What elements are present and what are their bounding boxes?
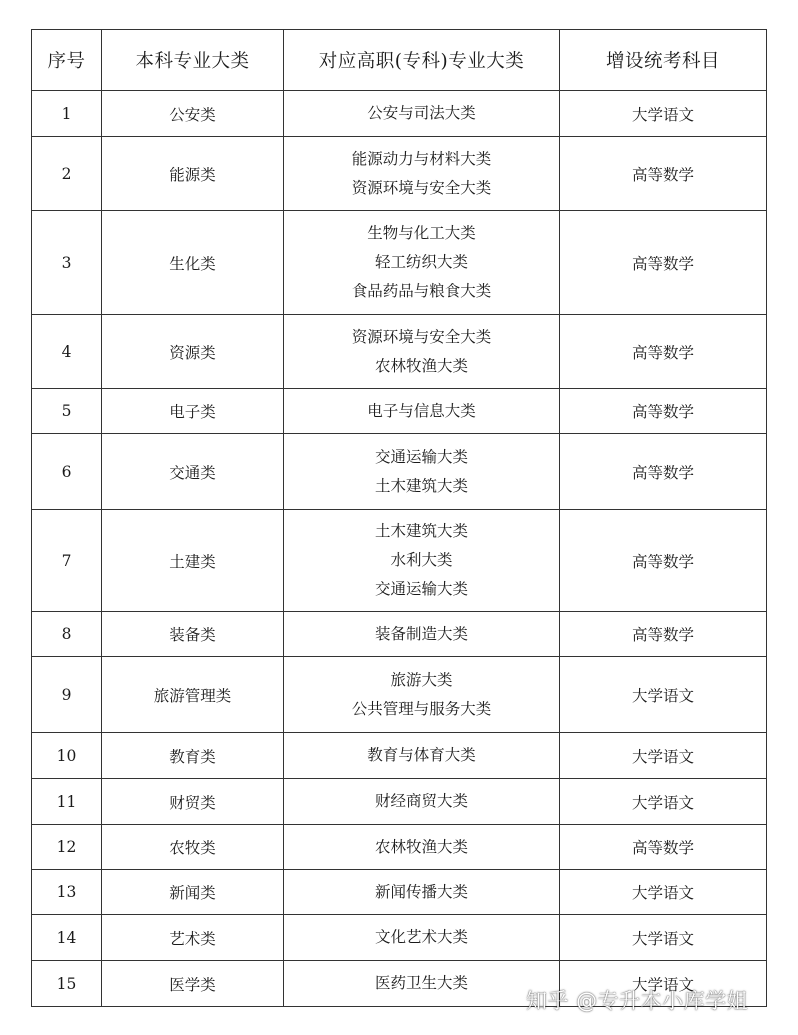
cell-major: 交通类 <box>102 434 284 510</box>
vocational-item: 农林牧渔大类 <box>374 356 468 375</box>
cell-major: 生化类 <box>102 211 284 315</box>
header-row <box>32 30 767 91</box>
table-row <box>32 434 767 510</box>
cell-subject: 大学语文 <box>560 657 767 733</box>
cell-vocational <box>284 961 560 1007</box>
cell-subject: 大学语文 <box>560 870 767 915</box>
table-row <box>32 612 767 657</box>
watermark: 知乎 @专升本小库学姐 <box>526 989 749 1013</box>
cell-major: 电子类 <box>102 389 284 434</box>
cell-no: 4 <box>32 315 102 389</box>
table-row <box>32 510 767 612</box>
header-major: 本科专业大类 <box>102 30 284 91</box>
cell-no: 5 <box>32 389 102 434</box>
cell-vocational <box>284 779 560 825</box>
table-row <box>32 870 767 915</box>
header-no: 序号 <box>32 30 102 91</box>
vocational-item: 旅游大类 <box>390 670 453 689</box>
vocational-item: 交通运输大类 <box>374 580 468 598</box>
cell-subject: 大学语文 <box>560 915 767 961</box>
cell-subject: 高等数学 <box>560 315 767 389</box>
cell-subject: 大学语文 <box>560 779 767 825</box>
cell-no: 11 <box>32 779 102 825</box>
cell-subject: 高等数学 <box>560 510 767 612</box>
vocational-item: 生物与化工大类 <box>367 224 476 242</box>
cell-major: 新闻类 <box>102 870 284 915</box>
cell-subject: 大学语文 <box>560 961 767 1007</box>
table-row <box>32 389 767 434</box>
table-body <box>32 91 767 1007</box>
cell-major: 教育类 <box>102 733 284 779</box>
cell-major: 农牧类 <box>102 825 284 870</box>
vocational-item: 医药卫生大类 <box>374 974 468 992</box>
table-row <box>32 915 767 961</box>
cell-vocational <box>284 510 560 612</box>
cell-subject: 大学语文 <box>560 733 767 779</box>
cell-major: 资源类 <box>102 315 284 389</box>
vocational-item: 交通运输大类 <box>374 447 468 466</box>
vocational-item: 文化艺术大类 <box>374 928 468 946</box>
cell-no: 9 <box>32 657 102 733</box>
cell-no: 6 <box>32 434 102 510</box>
cell-subject: 高等数学 <box>560 389 767 434</box>
cell-major: 装备类 <box>102 612 284 657</box>
cell-no: 7 <box>32 510 102 612</box>
cell-vocational <box>284 612 560 657</box>
cell-no: 14 <box>32 915 102 961</box>
cell-major: 土建类 <box>102 510 284 612</box>
cell-major: 医学类 <box>102 961 284 1007</box>
vocational-item: 资源环境与安全大类 <box>351 327 492 346</box>
cell-subject: 高等数学 <box>560 211 767 315</box>
cell-vocational <box>284 315 560 389</box>
cell-no: 10 <box>32 733 102 779</box>
vocational-item: 土木建筑大类 <box>374 522 468 540</box>
vocational-item: 装备制造大类 <box>374 624 468 643</box>
header-subject: 增设统考科目 <box>560 30 767 91</box>
vocational-item: 食品药品与粮食大类 <box>351 282 492 300</box>
cell-vocational <box>284 434 560 510</box>
cell-vocational <box>284 389 560 434</box>
cell-no: 2 <box>32 137 102 211</box>
vocational-item: 水利大类 <box>390 551 453 569</box>
cell-major: 艺术类 <box>102 915 284 961</box>
table-row <box>32 825 767 870</box>
exam-subject-table <box>31 29 767 1007</box>
cell-subject: 大学语文 <box>560 91 767 137</box>
vocational-item: 公共管理与服务大类 <box>351 699 492 718</box>
vocational-item: 资源环境与安全大类 <box>351 178 492 197</box>
cell-vocational <box>284 915 560 961</box>
cell-vocational <box>284 137 560 211</box>
cell-major: 财贸类 <box>102 779 284 825</box>
table-row <box>32 137 767 211</box>
cell-subject: 高等数学 <box>560 137 767 211</box>
cell-no: 1 <box>32 91 102 137</box>
table-row <box>32 657 767 733</box>
cell-major: 公安类 <box>102 91 284 137</box>
cell-vocational <box>284 657 560 733</box>
table-row <box>32 779 767 825</box>
table-row <box>32 315 767 389</box>
cell-no: 8 <box>32 612 102 657</box>
cell-vocational <box>284 733 560 779</box>
cell-vocational <box>284 825 560 870</box>
cell-subject: 高等数学 <box>560 825 767 870</box>
cell-subject: 高等数学 <box>560 612 767 657</box>
cell-no: 3 <box>32 211 102 315</box>
vocational-item: 财经商贸大类 <box>374 792 468 810</box>
cell-vocational <box>284 91 560 137</box>
cell-no: 15 <box>32 961 102 1007</box>
vocational-item: 农林牧渔大类 <box>374 837 468 856</box>
cell-vocational <box>284 211 560 315</box>
cell-no: 12 <box>32 825 102 870</box>
vocational-item: 土木建筑大类 <box>374 476 468 495</box>
cell-subject: 高等数学 <box>560 434 767 510</box>
cell-vocational <box>284 870 560 915</box>
cell-no: 13 <box>32 870 102 915</box>
vocational-item: 教育与体育大类 <box>367 746 476 764</box>
cell-major: 旅游管理类 <box>102 657 284 733</box>
header-vocational: 对应高职(专科)专业大类 <box>284 30 560 91</box>
vocational-item: 新闻传播大类 <box>374 882 468 901</box>
table-row <box>32 91 767 137</box>
vocational-item: 电子与信息大类 <box>367 401 476 420</box>
table-row <box>32 211 767 315</box>
vocational-item: 轻工纺织大类 <box>374 253 468 271</box>
cell-major: 能源类 <box>102 137 284 211</box>
vocational-item: 公安与司法大类 <box>367 104 476 122</box>
table-row <box>32 733 767 779</box>
vocational-item: 能源动力与材料大类 <box>351 149 492 168</box>
